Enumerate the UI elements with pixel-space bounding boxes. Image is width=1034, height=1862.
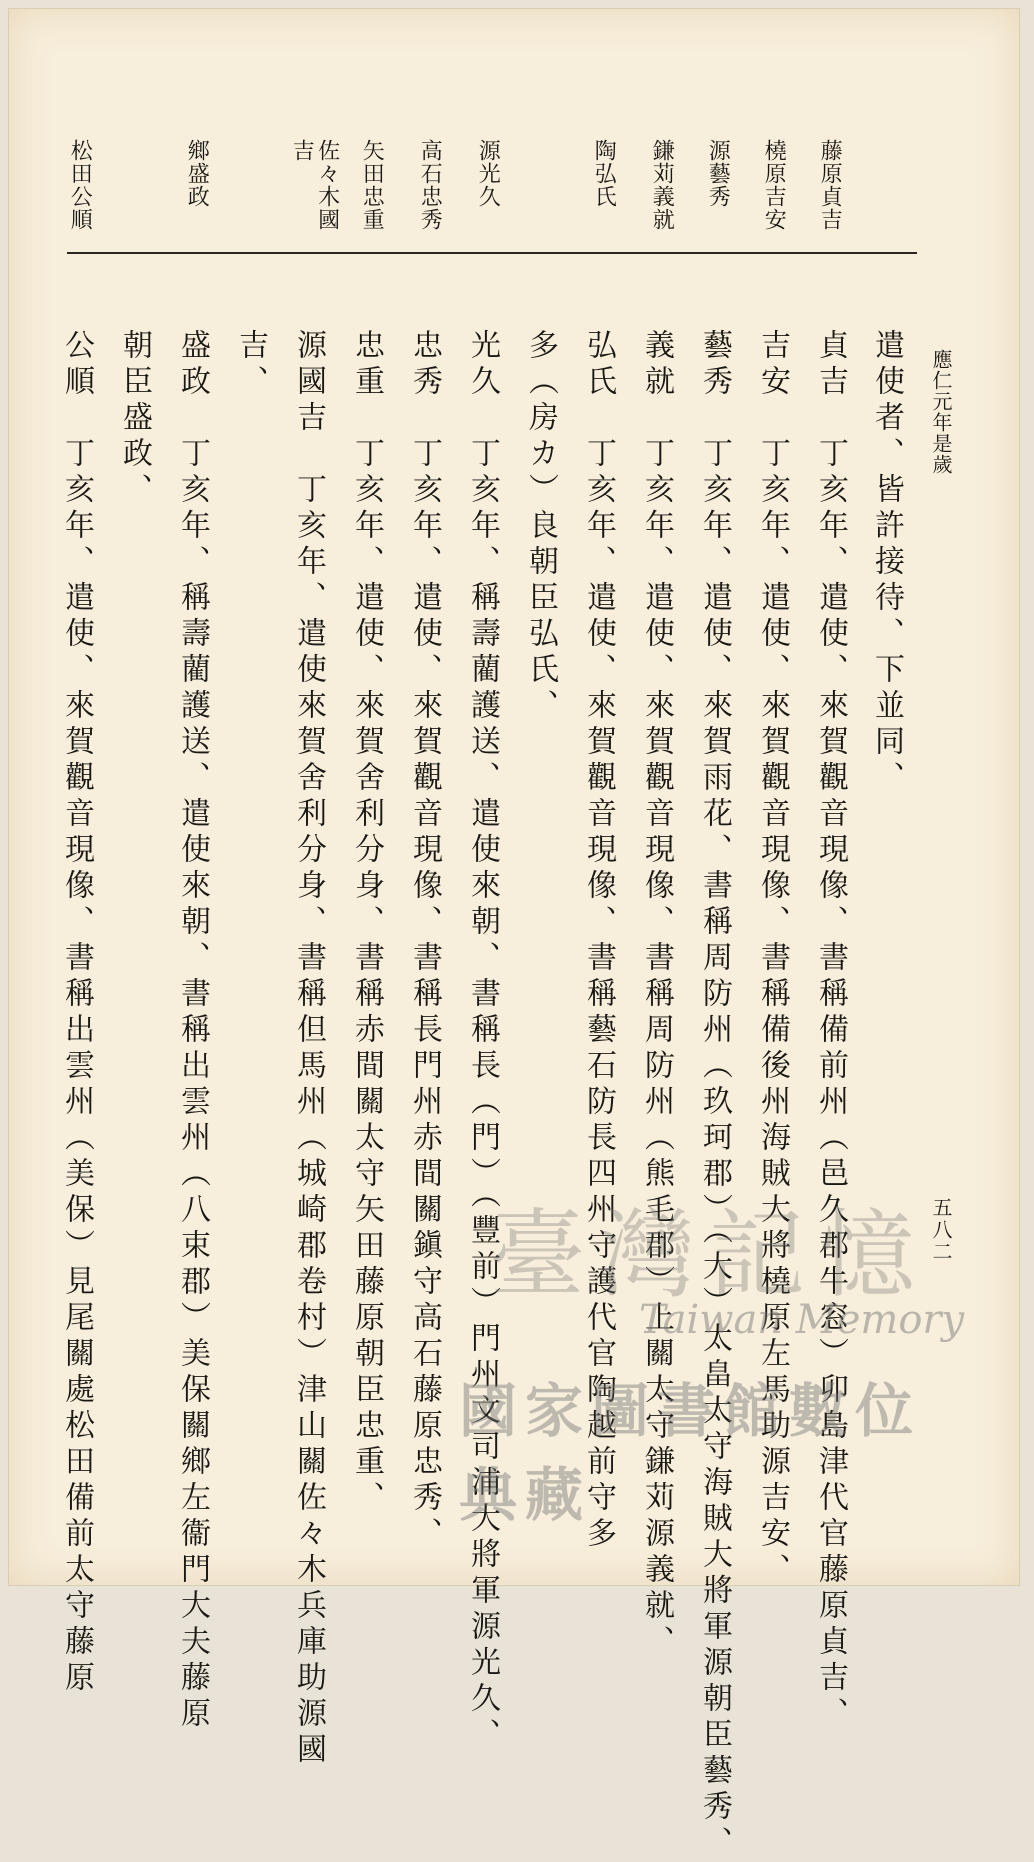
- body-line: 吉安 丁亥年、遣使、來賀觀音現像、書稱備後州海賊大將橈原左馬助源吉安、: [755, 329, 790, 1589]
- body-line: 義就 丁亥年、遣使、來賀觀音現像、書稱周防州（熊毛郡）上關太守鎌苅源義就、: [639, 329, 674, 1661]
- body-line: 盛政 丁亥年、稱壽藺護送、遣使來朝、書稱出雲州（八束郡）美保關鄉左衞門大夫藤原: [175, 329, 210, 1733]
- body-line: 源國吉 丁亥年、遣使來賀舍利分身、書稱但馬州（城崎郡卷村）津山關佐々木兵庫助源國: [291, 329, 326, 1769]
- divider-rule: [67, 252, 917, 254]
- body-line: 忠秀 丁亥年、遣使、來賀觀音現像、書稱長門州赤間關鎭守高石藤原忠秀、: [407, 329, 442, 1553]
- body-line: 吉、: [233, 329, 268, 401]
- margin-name: 藤原貞吉: [817, 139, 843, 231]
- body-line: 弘氏 丁亥年、遣使、來賀觀音現像、書稱藝石防長四州守護代官陶越前守多: [581, 329, 616, 1553]
- margin-name: 鎌苅義就: [649, 139, 675, 231]
- body-line: 朝臣盛政、: [117, 329, 152, 509]
- watermark-seal-text: 臺灣記憶: [489, 1199, 929, 1311]
- body-line: 光久 丁亥年、稱壽藺護送、遣使來朝、書稱長（門）（豐前）門州文司浦大將軍源光久、: [465, 329, 500, 1754]
- margin-name: 陶弘氏: [591, 139, 617, 208]
- watermark-english: Taiwan Memory: [639, 1297, 965, 1343]
- watermark-chinese: 國家圖書館數位典藏: [459, 1377, 922, 1529]
- margin-name: 松田公順: [67, 139, 93, 231]
- margin-name: 佐々木國吉: [289, 139, 340, 231]
- margin-name: 源光久: [475, 139, 501, 208]
- page-number: 五八二: [929, 1197, 953, 1263]
- body-line: 遣使者、皆許接待、下並同、: [869, 329, 904, 797]
- body-line: 藝秀 丁亥年、遣使、來賀雨花、書稱周防州（玖珂郡）（大）太畠太守海賊大將軍源朝臣藝秀、: [697, 329, 732, 1862]
- body-line: 多（房カ）良朝臣弘氏、: [523, 329, 558, 725]
- document-page: [8, 8, 1020, 1862]
- margin-name: 高石忠秀: [417, 139, 443, 231]
- margin-name: 源藝秀: [705, 139, 731, 208]
- margin-name: 橈原吉安: [761, 139, 787, 231]
- body-line: 公順 丁亥年、遣使、來賀觀音現像、書稱出雲州（美保）見尾關處松田備前太守藤原: [59, 329, 94, 1697]
- body-line: 貞吉 丁亥年、遣使、來賀觀音現像、書稱備前州（邑久郡牛窓）卯島津代官藤原貞吉、: [813, 329, 848, 1733]
- running-head: 應仁元年是歲: [929, 349, 953, 475]
- body-line: 忠重 丁亥年、遣使、來賀舍利分身、書稱赤間關太守矢田藤原朝臣忠重、: [349, 329, 384, 1517]
- margin-name: 鄉盛政: [184, 139, 210, 208]
- margin-name: 矢田忠重: [359, 139, 385, 231]
